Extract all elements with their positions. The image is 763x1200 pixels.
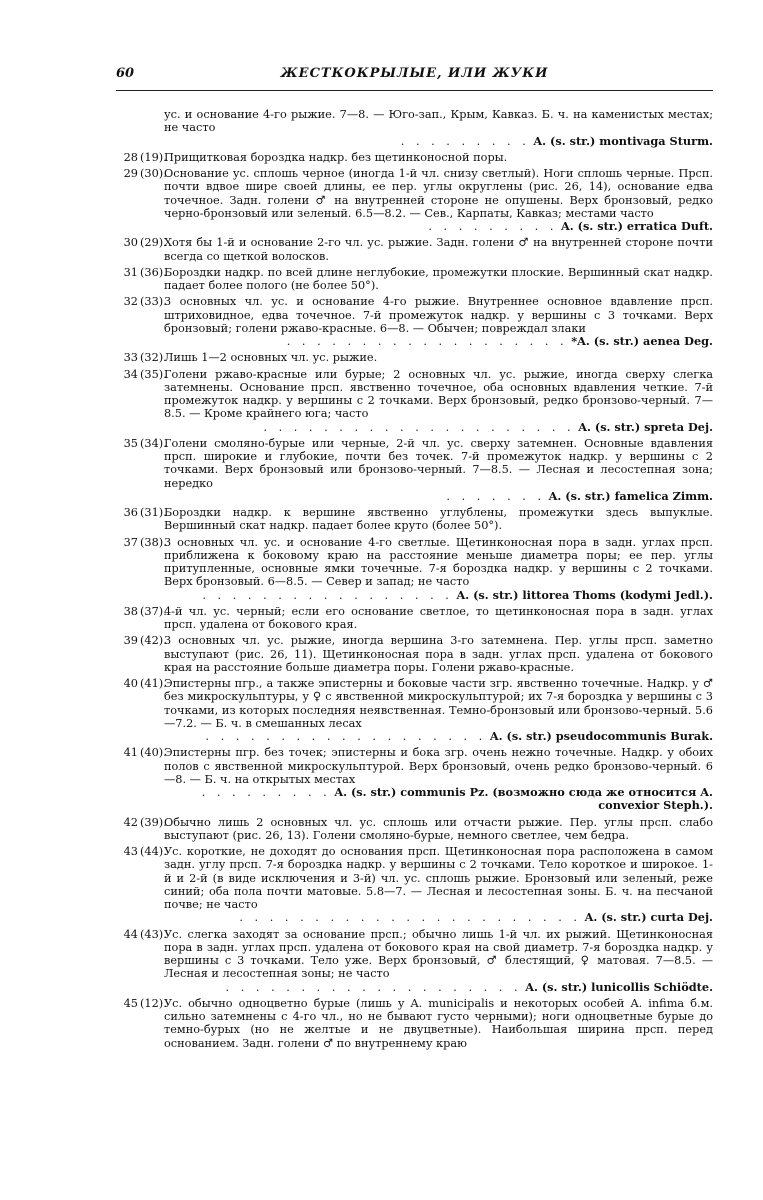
entry-back-reference: (44). (140, 845, 167, 858)
entry-number: 41 (123, 746, 138, 760)
leader-dots: . . . . . . . . . . . . . . . . . . . (286, 335, 568, 348)
leader-dots: . . . . . . . . . (400, 134, 530, 148)
entry-description: Лишь 1—2 основных чл. ус. рыжие. (164, 351, 378, 365)
entry-text (164, 266, 713, 293)
species-name: A. (s. str.) littorea Thoms (kodymi Jedl.). (456, 587, 713, 602)
entry-text (164, 295, 713, 348)
leader-dots: . . . . . . . (446, 489, 546, 503)
entry-text (164, 605, 713, 632)
entry-back-reference: (41). (140, 677, 167, 690)
entry-text (164, 634, 713, 674)
species-line (164, 220, 713, 233)
continuation-species-line (164, 135, 713, 148)
entry-text (164, 437, 713, 503)
entry-description: Ус. слегка заходят за основание прсп.; обычно лишь 1-й чл. их рыжий. Щетинконосная пора в задн. углах прсп. удалена от бокового края на свой диаметр. 7-я бороздка надкр. у вершины с 3 точками. Тело уже. Верх бронзовый, ♂ блестящий, ♀ матовая. 7—8.5. — Лесная и лесостепная зоны; не часто (164, 927, 713, 981)
entry-number: 35 (123, 436, 138, 450)
entry-text (164, 816, 713, 843)
species-name: A. (s. str.) pseudocommunis Burak. (489, 729, 713, 743)
entry-number: 45 (123, 996, 138, 1010)
entry-description: 3 основных чл. ус. и основание 4-го светлые. Щетинконосная пора в задн. углах прсп. приближена к боковому краю на расстояние меньше диаметра поры; ее пер. углы притупленные, основные ямки точечные. 7-я бороздка надкр. у вершины с 2 точками. Верх бронзовый. 6—8.5. — Север и запад; не часто (164, 535, 713, 589)
key-entry (116, 746, 713, 812)
entry-number: 37 (123, 535, 138, 549)
species-line (164, 786, 713, 813)
entry-description: Прищитковая бороздка надкр. без щетинконосной поры. (164, 150, 508, 164)
entry-number: 40 (123, 677, 138, 690)
species-name: A. (s. str.) communis Pz. (возможно сюда же относится A. convexior Steph.). (334, 785, 713, 813)
entry-number: 32 (123, 295, 138, 309)
species-line (164, 335, 713, 348)
entry-description: Основание ус. сплошь черное (иногда 1-й чл. снизу светлый). Ноги сплошь черные. Прсп. почти вдвое шире своей длины, ее пер. углы округлены (рис. 26, 14), основание едва точечное. Задн. голени ♂ на внутренней стороне не опушены. Верх бронзовый, редко черно-бронзовый или зеленый. 6.5—8.2. — Сев., Карпаты, Кавказ; местами часто (164, 167, 713, 220)
leader-dots: . . . . . . . . . (428, 220, 558, 233)
species-line (164, 490, 713, 503)
key-entry (116, 928, 713, 994)
key-entry (116, 605, 713, 632)
entry-number: 44 (123, 927, 138, 941)
entry-description: Бороздки надкр. к вершине явственно углублены, промежутки здесь выпуклые. Вершинный скат надкр. падает более круто (более 50°). (164, 506, 713, 533)
entry-back-reference: (33). (140, 295, 167, 309)
entry-number: 42 (123, 815, 138, 829)
key-entry (116, 351, 713, 364)
key-entry (116, 266, 713, 293)
entry-description: 3 основных чл. ус. и основание 4-го рыжие. Внутреннее основное вдавление прсп. штриховидное, едва точечное. 7-й промежуток надкр. у вершины с 3 точками. Верх бронзовый; голени ржаво-красные. 6—8. — Обычен; повреждал злаки (164, 295, 713, 335)
entry-description: Эпистерны пгр. без точек; эпистерны и бока згр. очень нежно точечные. Надкр. у обоих полов с явственной микроскульптурой. Верх бронзовый, очень редко бронзово-черный. 6—8. — Б. ч. на открытых местах (164, 746, 713, 786)
entry-back-reference: (36). (140, 265, 167, 279)
species-name: A. (s. str.) erratica Duft. (561, 219, 713, 233)
entry-description: Ус. короткие, не доходят до основания прсп. Щетинконосная пора расположена в самом задн. углу прсп. 7-я бороздка надкр. у вершины с 2 точками. Тело короткое и широкое. 1-й и 2-й (в виде исключения и 3-й) чл. ус. сплошь рыжие. Бронзовый или зеленый, реже синий; оба пола почти матовые. 5.8—7. — Лесная и лесостепная зоны. Б. ч. на песчаной почве; не часто (164, 845, 713, 911)
entry-back-reference: (42). (140, 634, 167, 648)
entry-text (164, 351, 713, 364)
entry-back-reference: (40). (140, 746, 167, 760)
entry-back-reference: (37). (140, 604, 167, 618)
entry-back-reference: (29). (140, 236, 167, 250)
entry-description: Хотя бы 1-й и основание 2-го чл. ус. рыжие. Задн. голени ♂ на внутренней стороне почти всегда со щеткой волосков. (164, 236, 713, 263)
entry-back-reference: (32). (140, 351, 167, 365)
species-line (164, 421, 713, 434)
entry-text (164, 845, 713, 925)
entry-back-reference: (43). (140, 927, 167, 941)
entry-text (164, 151, 713, 164)
entry-text (164, 677, 713, 743)
species-line (164, 589, 713, 602)
entry-text (164, 368, 713, 434)
key-entry (116, 997, 713, 1050)
entry-text (164, 167, 713, 233)
entry-back-reference: (34). (140, 436, 167, 450)
entry-number: 30 (123, 236, 138, 250)
key-entry (116, 536, 713, 602)
entry-text (164, 997, 713, 1050)
entry-back-reference: (19). (140, 150, 167, 164)
entry-back-reference: (12). (140, 996, 167, 1010)
entry-text (164, 236, 713, 263)
key-entry (116, 295, 713, 348)
key-body (116, 108, 713, 1053)
leader-dots: . . . . . . . . . . . . . . . . . . . . . . . (239, 911, 581, 925)
species-name: *A. (s. str.) aenea Deg. (571, 334, 713, 348)
entry-number: 29 (123, 167, 138, 180)
page-number: 60 (116, 66, 135, 81)
entry-back-reference: (30). (140, 167, 167, 180)
entry-back-reference: (39). (140, 815, 167, 829)
key-entry (116, 236, 713, 263)
entry-number: 34 (123, 367, 138, 381)
species-name: A. (s. str.) curta Dej. (584, 910, 713, 925)
species-line (164, 730, 713, 743)
entry-description: Голени смоляно-бурые или черные, 2-й чл. ус. сверху затемнен. Основные вдавления прсп. широкие и глубокие, почти без точек. 7-й промежуток надкр. у вершины с 2 точками. Верх бронзовый или бронзово-черный. 7—8.5. — Лесная и лесостепная зона; нередко (164, 436, 713, 490)
entry-description: Бороздки надкр. по всей длине неглубокие, промежутки плоские. Вершинный скат надкр. падает более полого (не более 50°). (164, 265, 713, 292)
entry-text (164, 746, 713, 812)
species-name: A. (s. str.) spreta Dej. (578, 419, 713, 434)
entry-number: 31 (123, 265, 138, 279)
entry-description: Обычно лишь 2 основных чл. ус. сплошь или отчасти рыжие. Пер. углы прсп. слабо выступают (рис. 26, 13). Голени смоляно-бурые, немного светлее, чем бедра. (164, 815, 713, 842)
species-name: A. (s. str.) lunicollis Schiödte. (525, 979, 713, 994)
key-entry (116, 506, 713, 533)
key-entry (116, 634, 713, 674)
entry-description: 3 основных чл. ус. рыжие, иногда вершина 3-го затемнена. Пер. углы прсп. заметно выступают (рис. 26, 11). Щетинконосная пора в задн. углах прсп. удалена от бокового края на расстояние больше диаметра поры. Голени ржаво-красные. (164, 634, 713, 674)
entry-number: 33 (123, 351, 138, 365)
running-title: ЖЕСТКОКРЫЛЫЕ, ИЛИ ЖУКИ (280, 66, 549, 81)
leader-dots: . . . . . . . . . . . . . . . . . . . . (225, 980, 522, 994)
key-entry (116, 816, 713, 843)
entry-number: 36 (123, 506, 138, 519)
species-name: A. (s. str.) famelica Zimm. (548, 488, 713, 503)
entry-back-reference: (35). (140, 367, 167, 381)
entry-number: 43 (123, 845, 138, 858)
entry-number: 38 (123, 604, 138, 618)
page-header (116, 66, 713, 88)
continuation-text (164, 108, 713, 148)
leader-dots: . . . . . . . . . . . . . . . . . (202, 588, 453, 602)
species-name: A. (s. str.) montivaga Sturm. (533, 133, 713, 148)
key-entry (116, 437, 713, 503)
key-entry (116, 677, 713, 743)
entry-description: 4-й чл. ус. черный; если его основание светлое, то щетинконосная пора в задн. углах прсп. удалена от бокового края. (164, 604, 713, 631)
leader-dots: . . . . . . . . . (201, 786, 331, 799)
entry-back-reference: (31). (140, 506, 167, 519)
entry-back-reference: (38). (140, 535, 167, 549)
entry-text (164, 506, 713, 533)
entry-description: Голени ржаво-красные или бурые; 2 основных чл. ус. рыжие, иногда сверху слегка затемнены. Основание прсп. явственно точечное, оба основных вдавления четкие. 7-й промежуток надкр. у вершины с 2 точками. Верх бронзовый, редко бронзово-черный. 7—8.5. — Кроме крайнего юга; часто (164, 367, 713, 421)
entry-number: 39 (123, 634, 138, 648)
entry-text (164, 536, 713, 602)
continuation-description: ус. и основание 4-го рыжие. 7—8. — Юго-зап., Крым, Кавказ. Б. ч. на каменистых местах; не часто (164, 108, 713, 135)
species-line (164, 981, 713, 994)
leader-dots: . . . . . . . . . . . . . . . . . . . . . (263, 420, 575, 434)
entry-description: Ус. обычно одноцветно бурые (лишь у A. municipalis и некоторых особей A. infima б.м. сильно затемнены с 4-го чл., но не бывают густо черными); ноги одноцветные бурые до темно-бурых (но не желтые и не двуцветные). Наибольшая ширина прсп. перед основанием. Задн. голени ♂ по внутреннему краю (164, 996, 713, 1050)
key-entry (116, 167, 713, 233)
header-rule (116, 90, 713, 91)
key-entry (116, 845, 713, 925)
entry-number: 28 (123, 150, 138, 164)
species-line (164, 911, 713, 924)
key-entries (116, 151, 713, 1050)
entry-description: Эпистерны пгр., а также эпистерны и боковые части згр. явственно точечные. Надкр. у ♂ без микроскульптуры, у ♀ с явственной микроскульптурой; их 7-я бороздка у вершины с 3 точками, из которых последняя неявственная. Темно-бронзовый или бронзово-черный. 5.6—7.2. — Б. ч. в смешанных лесах (164, 677, 713, 730)
key-entry (116, 368, 713, 434)
entry-text (164, 928, 713, 994)
key-entry (116, 151, 713, 164)
leader-dots: . . . . . . . . . . . . . . . . . . . (205, 730, 487, 743)
